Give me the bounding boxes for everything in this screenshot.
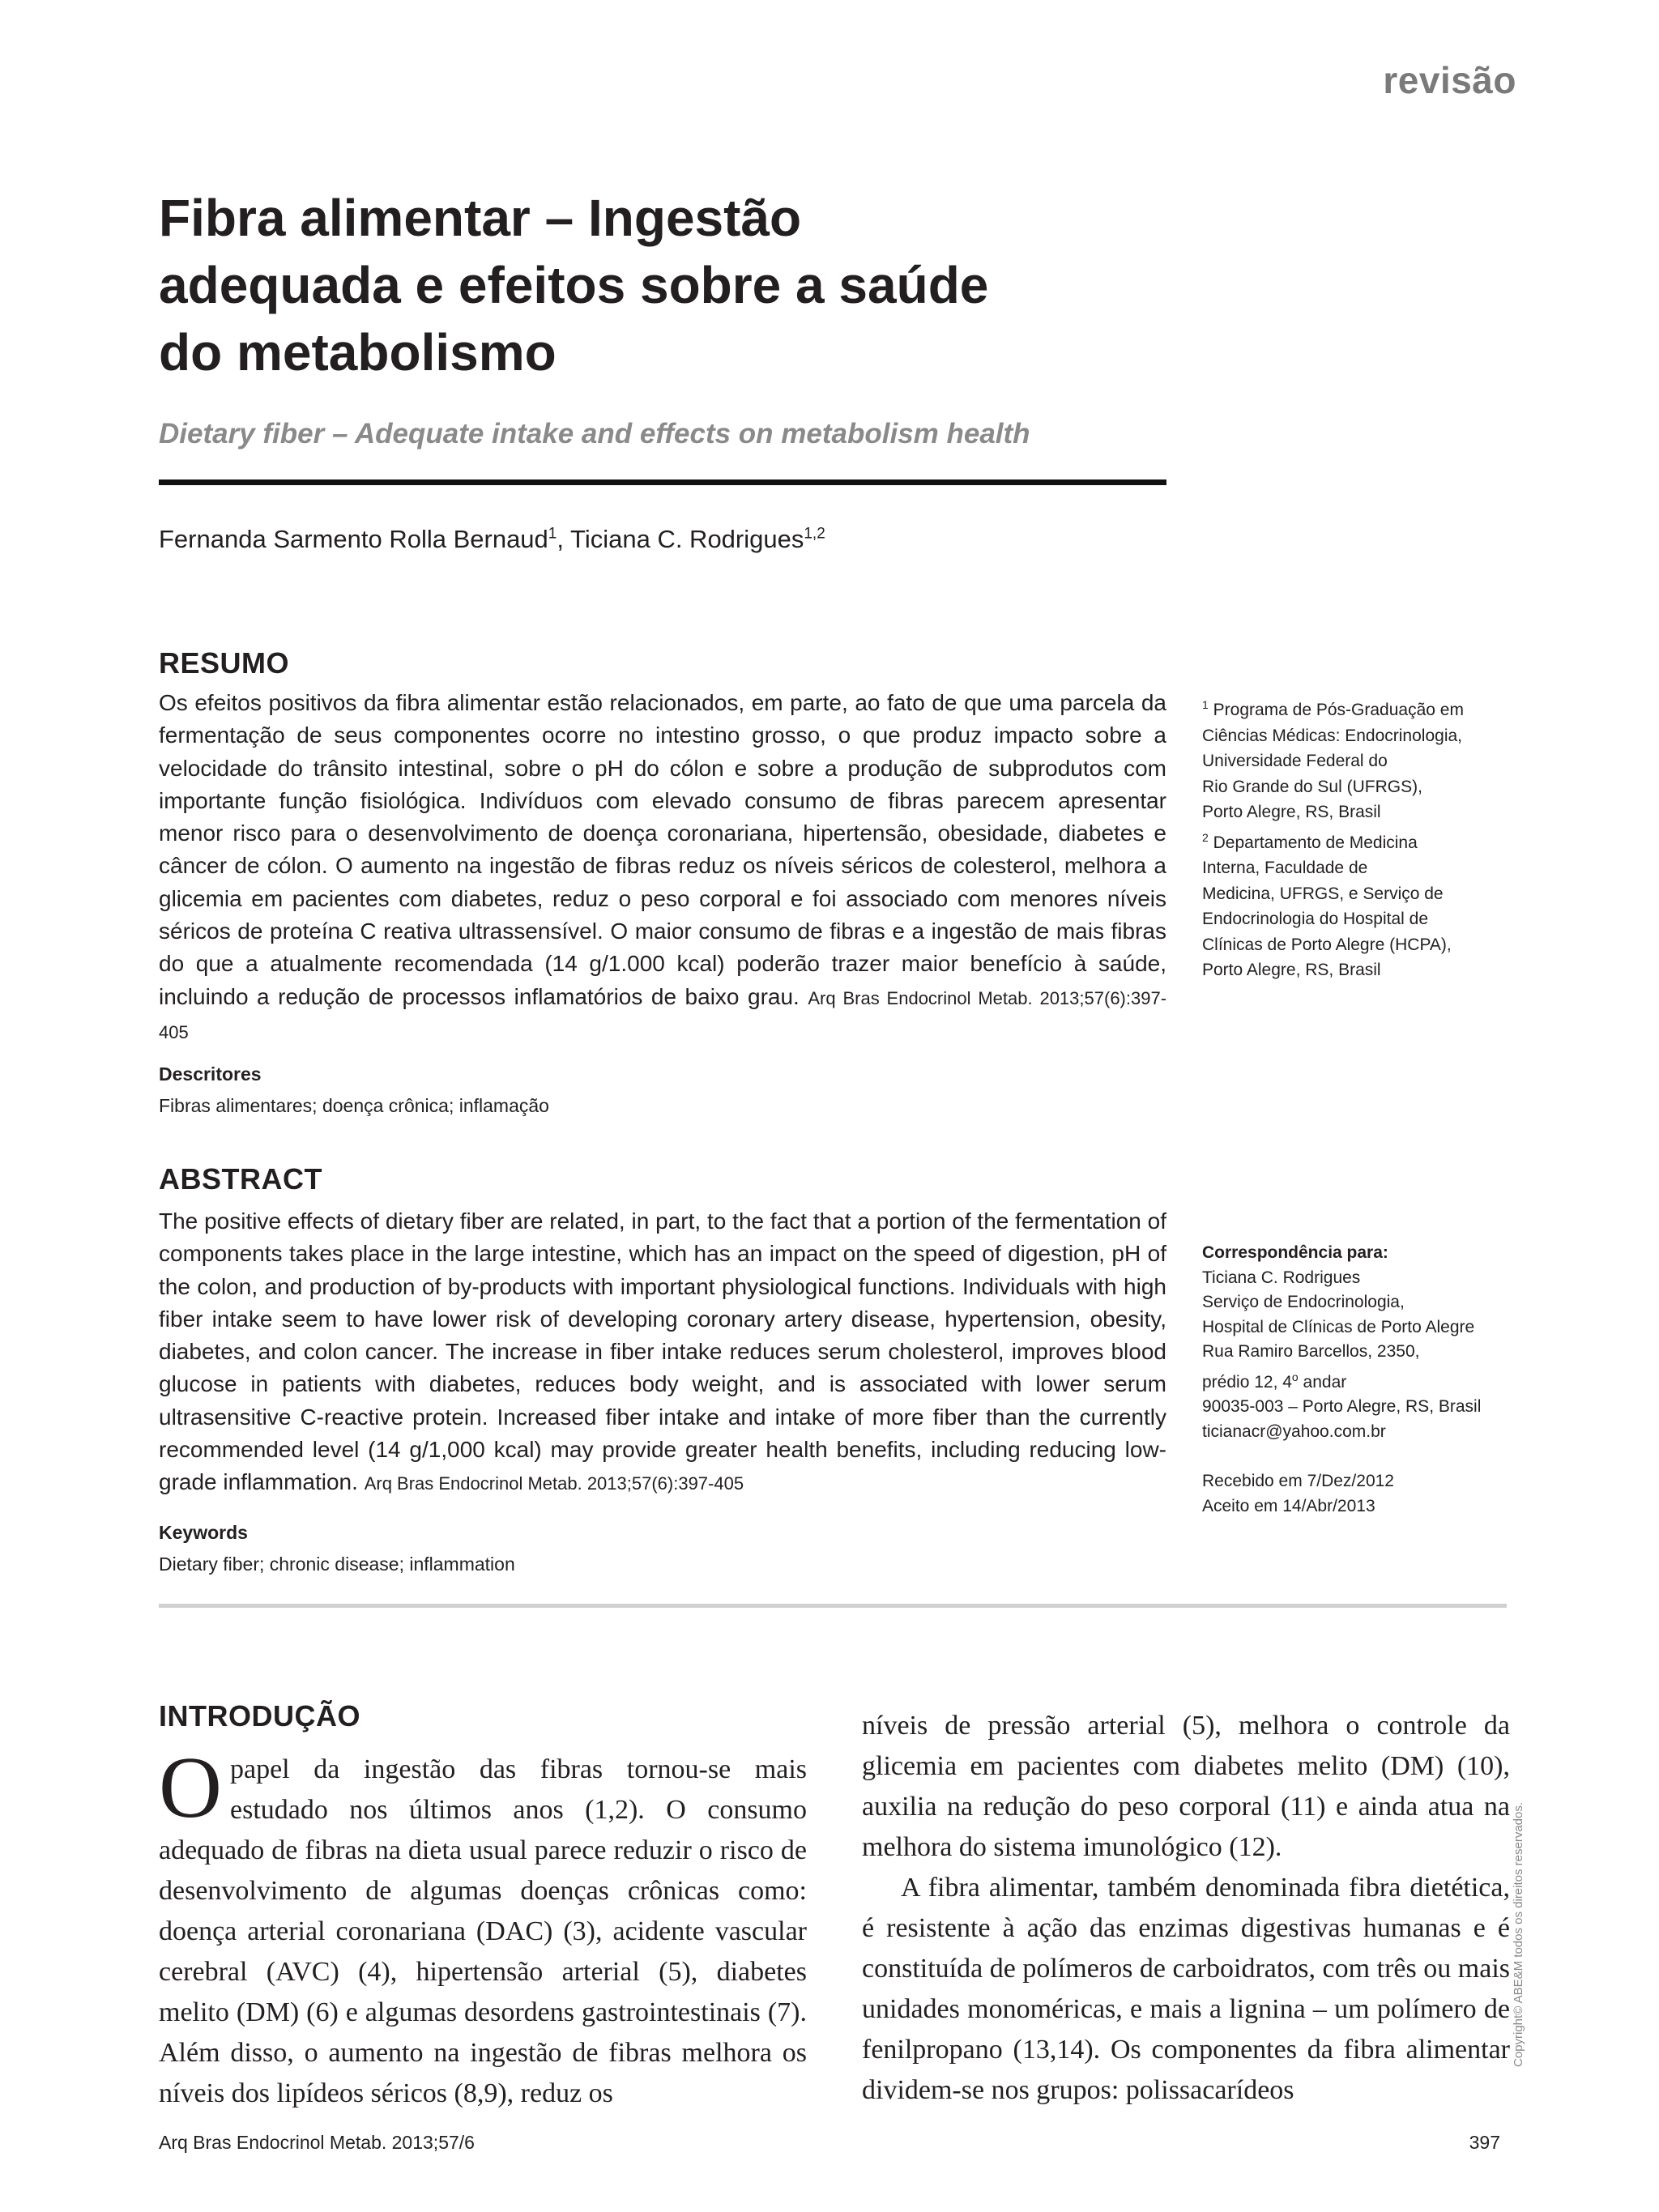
page-number: 397 (1469, 2132, 1500, 2153)
correspondence-line: 90035-003 – Porto Alegre, RS, Brasil (1202, 1397, 1482, 1416)
affiliation-mark: 1 (1202, 698, 1209, 711)
author-list (159, 525, 825, 554)
affiliation-line: Universidade Federal do (1202, 752, 1388, 770)
article-subtitle: Dietary fiber – Adequate intake and effects on metabolism health (159, 418, 1030, 450)
ordinal-mark: o (1291, 1370, 1299, 1383)
title-divider (159, 479, 1166, 485)
article-title: Fibra alimentar – Ingestão adequada e efeitos sobre a saúde do metabolismo (159, 189, 989, 381)
correspondence-line: Ticiana C. Rodrigues (1202, 1268, 1361, 1287)
affiliation-line: Ciências Médicas: Endocrinologia, (1202, 726, 1462, 745)
affiliation-line: Clínicas de Porto Alegre (HCPA), (1202, 935, 1452, 954)
correspondence-line: Rua Ramiro Barcellos, 2350, (1202, 1342, 1420, 1361)
correspondence-line: prédio 12, 4 (1202, 1372, 1292, 1392)
author-affiliation-mark: 1 (548, 525, 557, 543)
correspondence-email[interactable]: ticianacr@yahoo.com.br (1202, 1421, 1386, 1441)
abstract-citation: Arq Bras Endocrinol Metab. 2013;57(6):397-405 (364, 1473, 744, 1494)
drop-cap: O (159, 1740, 222, 1836)
descritores-heading: Descritores (159, 1063, 262, 1085)
intro-text: papel da ingestão das fibras tornou-se mais estudado nos últimos anos (1,2). O consumo adequado de fibras na dieta usual parece reduzir o risco de desenvolvimento de algumas doenças crônicas como: doença arterial coronariana (DAC) (3), acidente vascular cerebral (AVC) (4), hipertensão arterial (5), diabetes melito (DM) (6) e algumas desordens gastrointestinais (7). Além disso, o aumento na ingestão de fibras melhora os níveis dos lipídeos séricos (8,9), reduz os (159, 1754, 807, 2108)
affiliation-mark: 2 (1202, 830, 1209, 844)
correspondence-line: Hospital de Clínicas de Porto Alegre (1202, 1317, 1475, 1336)
intro-paragraph: níveis de pressão arterial (5), melhora o controle da glicemia em pacientes com diabetes melito (DM) (10), auxilia na redução do peso corporal (11) e ainda atua na melhora do sistema imunológico (12). (862, 1711, 1510, 1862)
affiliation-line: Programa de Pós-Graduação em (1213, 701, 1464, 719)
author-name: Fernanda Sarmento Rolla Bernaud (159, 525, 548, 553)
intro-column-1 (159, 1740, 807, 2114)
correspondence-block (1202, 1241, 1510, 1519)
resumo-heading: RESUMO (159, 646, 290, 680)
author-name: Ticiana C. Rodrigues (570, 525, 804, 553)
correspondence-heading: Correspondência para: (1202, 1243, 1388, 1262)
affiliation-line: Porto Alegre, RS, Brasil (1202, 803, 1381, 821)
author-separator: , (557, 525, 571, 553)
resumo-citation: Arq Bras Endocrinol Metab. 2013;57(6):397-405 (159, 987, 1167, 1042)
footer-journal: Arq Bras Endocrinol Metab. 2013;57/6 (159, 2132, 475, 2153)
intro-paragraph: A fibra alimentar, também denominada fibra dietética, é resistente à ação das enzimas digestivas humanas e é constituída de polímeros de carboidratos, com três ou mais unidades monoméricas, e mais a lignina – um polímero de fenilpropano (13,14). Os componentes da fibra alimentar dividem-se nos grupos: polissacarídeos (862, 1873, 1510, 2105)
intro-heading: INTRODUÇÃO (159, 1699, 360, 1733)
affiliation-line: Porto Alegre, RS, Brasil (1202, 961, 1381, 979)
affiliation-line: Endocrinologia do Hospital de (1202, 910, 1429, 928)
affiliations-block (1202, 693, 1510, 983)
resumo-text (159, 687, 1166, 1049)
abstract-body: The positive effects of dietary fiber are related, in part, to the fact that a portion of the fermentation of components takes place in the large intestine, which has an impact on the speed of digestion, pH of the colon, and production of by-products with important physiological functions. Individuals with high fiber intake seem to have lower risk of developing coronary artery disease, hypertension, obesity, diabetes, and colon cancer. The increase in fiber intake reduces serum cholesterol, improves blood glucose in patients with diabetes, reduces body weight, and is associated with lower serum ultrasensitive C-reactive protein. Increased fiber intake and intake of more fiber than the currently recommended level (14 g/1,000 kcal) may provide greater health benefits, including reducing low-grade inflammation. (159, 1208, 1166, 1495)
keywords-text: Dietary fiber; chronic disease; inflammation (159, 1554, 515, 1575)
intro-column-2 (862, 1706, 1510, 2111)
received-date: Recebido em 7/Dez/2012 (1202, 1472, 1394, 1490)
keywords-heading: Keywords (159, 1522, 248, 1543)
affiliation-line: Medicina, UFRGS, e Serviço de (1202, 884, 1444, 903)
resumo-body: Os efeitos positivos da fibra alimentar estão relacionados, em parte, ao fato de que uma parcela da fermentação de seus componentes ocorre no intestino grosso, o que produz impacto sobre a velocidade do trânsito intestinal, sobre o pH do cólon e sobre a produção de subprodutos com importante função fisiológica. Indivíduos com elevado consumo de fibras parecem apresentar menor risco para o desenvolvimento de doença coronariana, hipertensão, obesidade, diabetes e câncer de cólon. O aumento na ingestão de fibras reduz os níveis séricos de colesterol, melhora a glicemia em pacientes com diabetes, reduz o peso corporal e foi associado com menores níveis séricos de proteína C reativa ultrassensível. O maior consumo de fibras e a ingestão de mais fibras do que a atualmente recomendada (14 g/1.000 kcal) poderão trazer maior benefício à saúde, incluindo a redução de processos inflamatórios de baixo grau. (159, 690, 1166, 1009)
correspondence-line: andar (1298, 1372, 1347, 1392)
author-affiliation-mark: 1,2 (804, 525, 825, 543)
section-divider (159, 1604, 1507, 1608)
affiliation-line: Departamento de Medicina (1213, 833, 1418, 852)
accepted-date: Aceito em 14/Abr/2013 (1202, 1496, 1375, 1515)
section-tag: revisão (1383, 59, 1516, 101)
abstract-text (159, 1205, 1166, 1501)
abstract-heading: ABSTRACT (159, 1162, 322, 1196)
correspondence-line: Serviço de Endocrinologia, (1202, 1293, 1405, 1311)
descritores-text: Fibras alimentares; doença crônica; inflamação (159, 1095, 549, 1116)
copyright-notice: Copyright© ABE&M todos os direitos reservados. (1512, 1801, 1525, 2067)
affiliation-line: Rio Grande do Sul (UFRGS), (1202, 777, 1422, 796)
affiliation-line: Interna, Faculdade de (1202, 859, 1368, 877)
